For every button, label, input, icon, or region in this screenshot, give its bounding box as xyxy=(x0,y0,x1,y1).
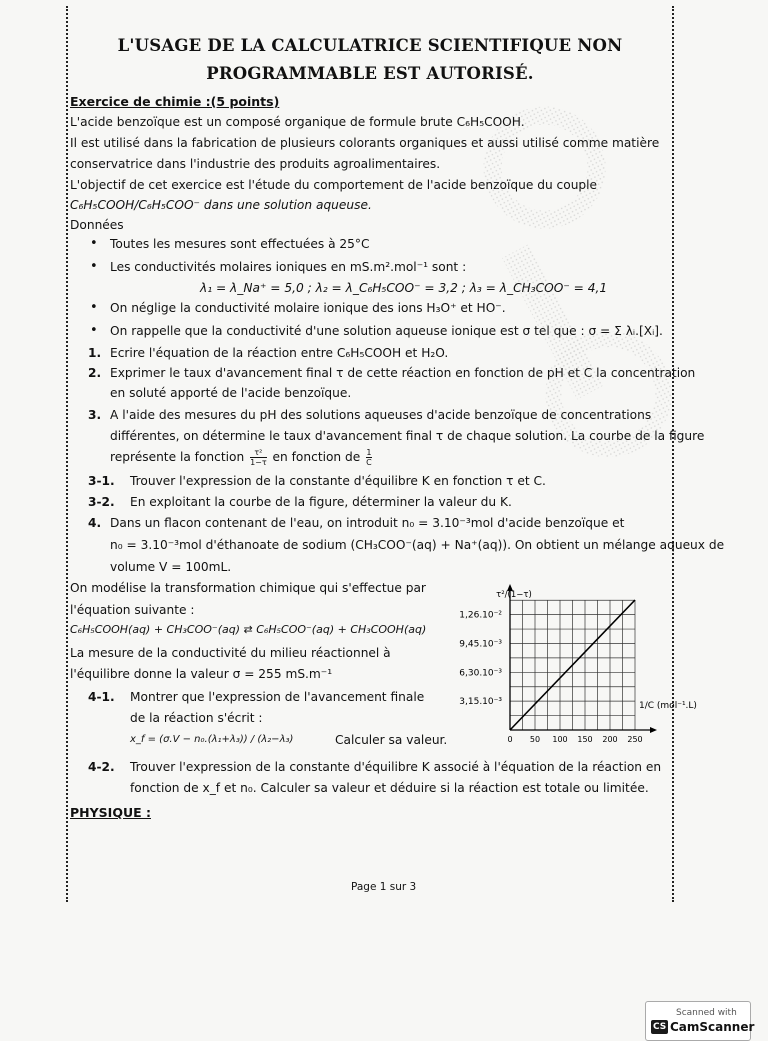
header-line-1: L'USAGE DE LA CALCULATRICE SCIENTIFIQUE NON xyxy=(117,36,623,55)
question-2a: Exprimer le taux d'avancement final τ de cette réaction en fonction de pH et C la concentration xyxy=(110,366,696,380)
y-tick-label: 3,15.10⁻³ xyxy=(459,697,502,708)
question-1: Ecrire l'équation de la réaction entre C₆H₅COOH et H₂O. xyxy=(110,346,449,360)
question-4-1c: Calculer sa valeur. xyxy=(335,733,448,747)
tau-fraction: $\frac{\text{τ²}}{1-\tau}$ xyxy=(250,448,267,467)
intro-line-1: L'acide benzoïque est un composé organique de formule brute C₆H₅COOH. xyxy=(70,115,525,129)
model-line-1: On modélise la transformation chimique qui s'effectue par xyxy=(70,581,426,595)
y-axis-label: τ²/(1−τ) xyxy=(496,590,532,600)
x-tick-label: 0 xyxy=(507,735,513,744)
x-axis-label: 1/C (mol⁻¹.L) xyxy=(639,701,697,711)
question-4a: Dans un flacon contenant de l'eau, on introduit n₀ = 3.10⁻³mol d'acide benzoïque et xyxy=(110,516,625,530)
intro-line-5: C₆H₅COOH/C₆H₅COO⁻ dans une solution aqueuse. xyxy=(70,198,372,212)
x-axis-arrow xyxy=(650,727,657,733)
question-3a: A l'aide des mesures du pH des solutions aqueuses d'acide benzoïque de concentrations xyxy=(110,408,652,422)
q42-number: 4-2. xyxy=(88,760,115,774)
bullet-dot: • xyxy=(90,323,98,338)
y-tick-label: 6,30.10⁻³ xyxy=(459,668,502,679)
question-2b: en soluté apporté de l'acide benzoïque. xyxy=(110,386,352,400)
bullet-dot: • xyxy=(90,236,98,251)
question-4-2a: Trouver l'expression de la constante d'équilibre K associé à l'équation de la réaction en xyxy=(130,760,662,774)
question-4c: volume V = 100mL. xyxy=(110,560,232,574)
x-tick-label: 50 xyxy=(529,735,541,744)
q1-number: 1. xyxy=(88,346,102,360)
physique-heading: PHYSIQUE : xyxy=(70,805,151,820)
question-4-2b: fonction de x_f et n₀. Calculer sa valeur et déduire si la réaction est totale ou limitée. xyxy=(130,781,649,795)
bullet-sigma: On rappelle que la conductivité d'une solution aqueuse ionique est σ tel que : σ = Σ λᵢ.[Xᵢ]. xyxy=(110,324,663,338)
x-tick-label: 250 xyxy=(627,735,643,744)
question-4-1a: Montrer que l'expression de l'avancement finale xyxy=(130,690,425,704)
question-3c xyxy=(110,448,374,467)
bullet-dot: • xyxy=(90,300,98,315)
mesure-line-2: l'équilibre donne la valeur σ = 255 mS.m⁻¹ xyxy=(70,667,333,681)
camscanner-label: CamScanner xyxy=(670,1020,755,1034)
question-3b: différentes, on détermine le taux d'avancement final τ de chaque solution. La courbe de la figure xyxy=(110,429,705,443)
x-tick-label: 200 xyxy=(602,735,618,744)
bullet-dot: • xyxy=(90,259,98,274)
x-tick-label: 150 xyxy=(577,735,593,744)
cs-logo: CS xyxy=(653,1022,667,1032)
mesure-line-1: La mesure de la conductivité du milieu réactionnel à xyxy=(70,646,391,660)
x-tick-label: 100 xyxy=(552,735,568,744)
bullet-neglect: On néglige la conductivité molaire ionique des ions H₃O⁺ et HO⁻. xyxy=(110,301,506,315)
question-3c-prefix: représente la fonction xyxy=(110,450,245,464)
intro-line-4: L'objectif de cet exercice est l'étude du comportement de l'acide benzoïque du couple xyxy=(70,178,598,192)
bullet-temperature: Toutes les mesures sont effectuées à 25°C xyxy=(110,237,370,251)
reaction-equation: C₆H₅COOH(aq) + CH₃COO⁻(aq) ⇄ C₆H₅COO⁻(aq) + CH₃COOH(aq) xyxy=(70,623,427,636)
lambda-values: λ₁ = λ_Na⁺ = 5,0 ; λ₂ = λ_C₆H₅COO⁻ = 3,2 ; λ₃ = λ_CH₃COO⁻ = 4,1 xyxy=(200,281,608,295)
question-3c-middle: en fonction de xyxy=(272,450,361,464)
y-tick-label: 9,45.10⁻³ xyxy=(459,639,502,650)
header-line-2: PROGRAMMABLE EST AUTORISÉ. xyxy=(206,64,534,83)
y-tick-label: 1,26.10⁻² xyxy=(459,610,502,621)
model-line-2: l'équation suivante : xyxy=(70,603,195,617)
exercise-title: Exercice de chimie :(5 points) xyxy=(70,94,280,109)
q2-number: 2. xyxy=(88,366,102,380)
q4-number: 4. xyxy=(88,516,102,530)
question-3-2: En exploitant la courbe de la figure, déterminer la valeur du K. xyxy=(130,495,512,509)
q32-number: 3-2. xyxy=(88,495,115,509)
tau-vs-inverse-c-chart xyxy=(420,585,697,750)
inverse-c-fraction: $\frac{1}{C}$ xyxy=(366,448,372,467)
q3-number: 3. xyxy=(88,408,102,422)
question-4b: n₀ = 3.10⁻³mol d'éthanoate de sodium (CH₃COO⁻(aq) + Na⁺(aq)). On obtient un mélange aqueux de xyxy=(110,538,725,552)
donnees-label: Données xyxy=(70,218,124,232)
xf-formula: x_f = (σ.V − n₀.(λ₁+λ₃)) / (λ₂−λ₃) xyxy=(130,734,294,745)
intro-line-3: conservatrice dans l'industrie des produits agroalimentaires. xyxy=(70,157,441,171)
intro-line-2: Il est utilisé dans la fabrication de plusieurs colorants organiques et aussi utilisé comme matière xyxy=(70,136,660,150)
scanned-with-label: Scanned with xyxy=(676,1008,737,1018)
bullet-conductivities: Les conductivités molaires ioniques en mS.m².mol⁻¹ sont : xyxy=(110,260,467,274)
page-number: Page 1 sur 3 xyxy=(351,881,417,893)
question-3-1: Trouver l'expression de la constante d'équilibre K en fonction τ et C. xyxy=(130,474,546,488)
q31-number: 3-1. xyxy=(88,474,115,488)
camscanner-badge xyxy=(645,1001,755,1041)
question-4-1b: de la réaction s'écrit : xyxy=(130,711,263,725)
q41-number: 4-1. xyxy=(88,690,115,704)
